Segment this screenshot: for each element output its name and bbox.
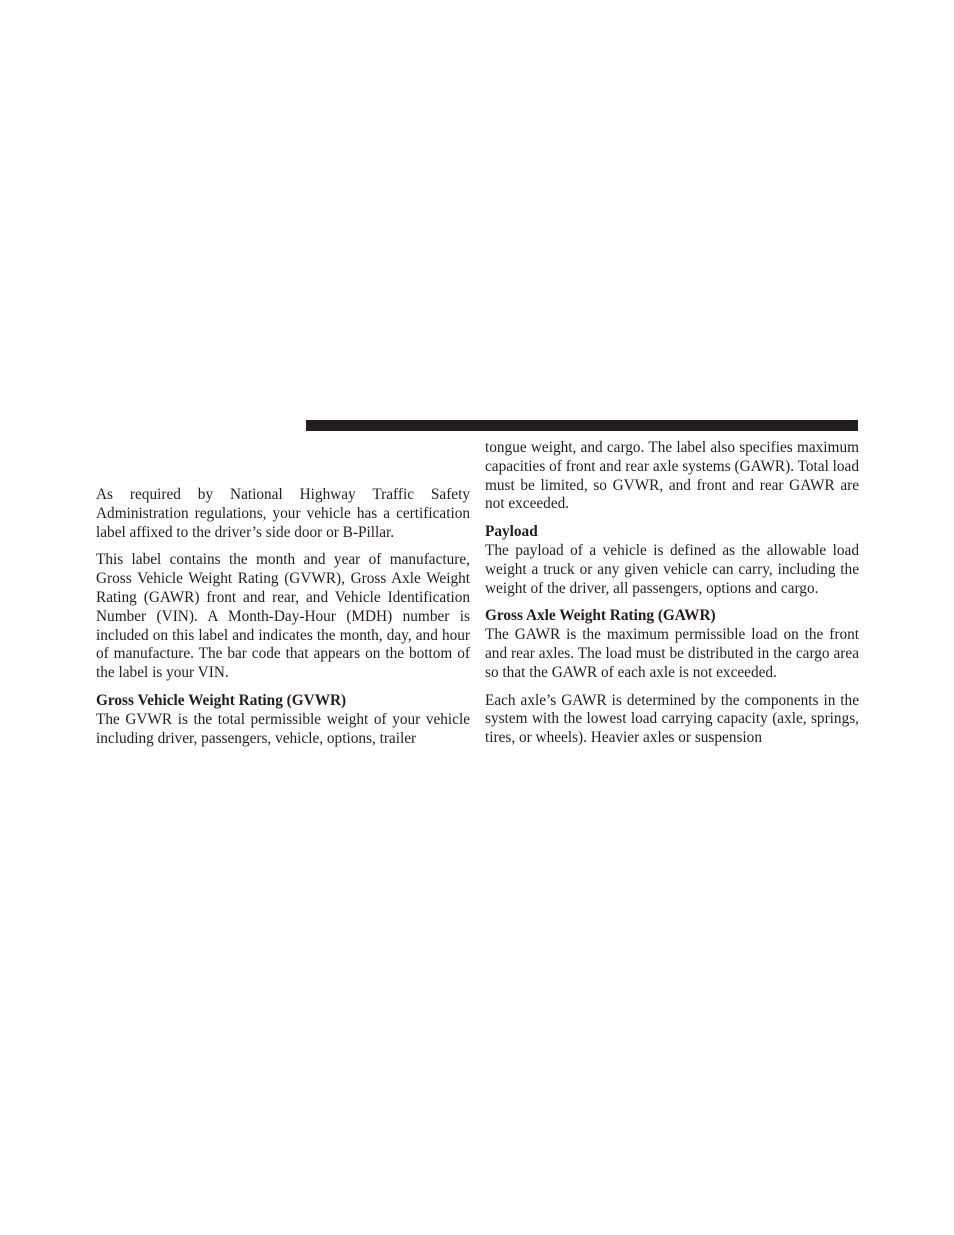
gvwr-paragraph: The GVWR is the total permissible weight of your vehicle including driver, passengers, vehicle, options, trailer	[96, 710, 470, 747]
gvwr-continued-paragraph: tongue weight, and cargo. The label also specifies maximum capacities of front and rear axle systems (GAWR). Total load must be limited, so GVWR, and front and rear GAWR are not exceeded.	[485, 439, 859, 513]
gvwr-heading: Gross Vehicle Weight Rating (GVWR)	[96, 691, 347, 709]
gawr-components-paragraph: Each axle’s GAWR is determined by the components in the system with the lowest load carrying capacity (axle, springs, tires, or wheels). Heavier axles or suspension	[485, 691, 859, 747]
certification-label-paragraph: As required by National Highway Traffic Safety Administration regulations, your vehicle has a certification label affixed to the driver’s side door or B-Pillar.	[96, 486, 470, 541]
payload-heading: Payload	[485, 523, 538, 541]
gawr-paragraph: The GAWR is the maximum permissible load on the front and rear axles. The load must be distributed in the cargo area so that the GAWR of each axle is not exceeded.	[485, 626, 859, 681]
payload-paragraph: The payload of a vehicle is defined as the allowable load weight a truck or any given vehicle can carry, including the weight of the driver, all passengers, options and cargo.	[485, 541, 859, 597]
section-header-rule	[306, 420, 858, 431]
label-contents-paragraph: This label contains the month and year of manufacture, Gross Vehicle Weight Rating (GVWR), Gross Axle Weight Rating (GAWR) front and rear, and Vehicle Identification Number (VIN). A Month-Day-Hour (MDH) number is included on this label and indicates the month, day, and hour of manufacture. The bar code that appears on the bottom of the label is your VIN.	[96, 551, 470, 682]
left-column	[96, 486, 470, 748]
right-column	[485, 439, 859, 748]
gawr-heading: Gross Axle Weight Rating (GAWR)	[485, 607, 716, 625]
